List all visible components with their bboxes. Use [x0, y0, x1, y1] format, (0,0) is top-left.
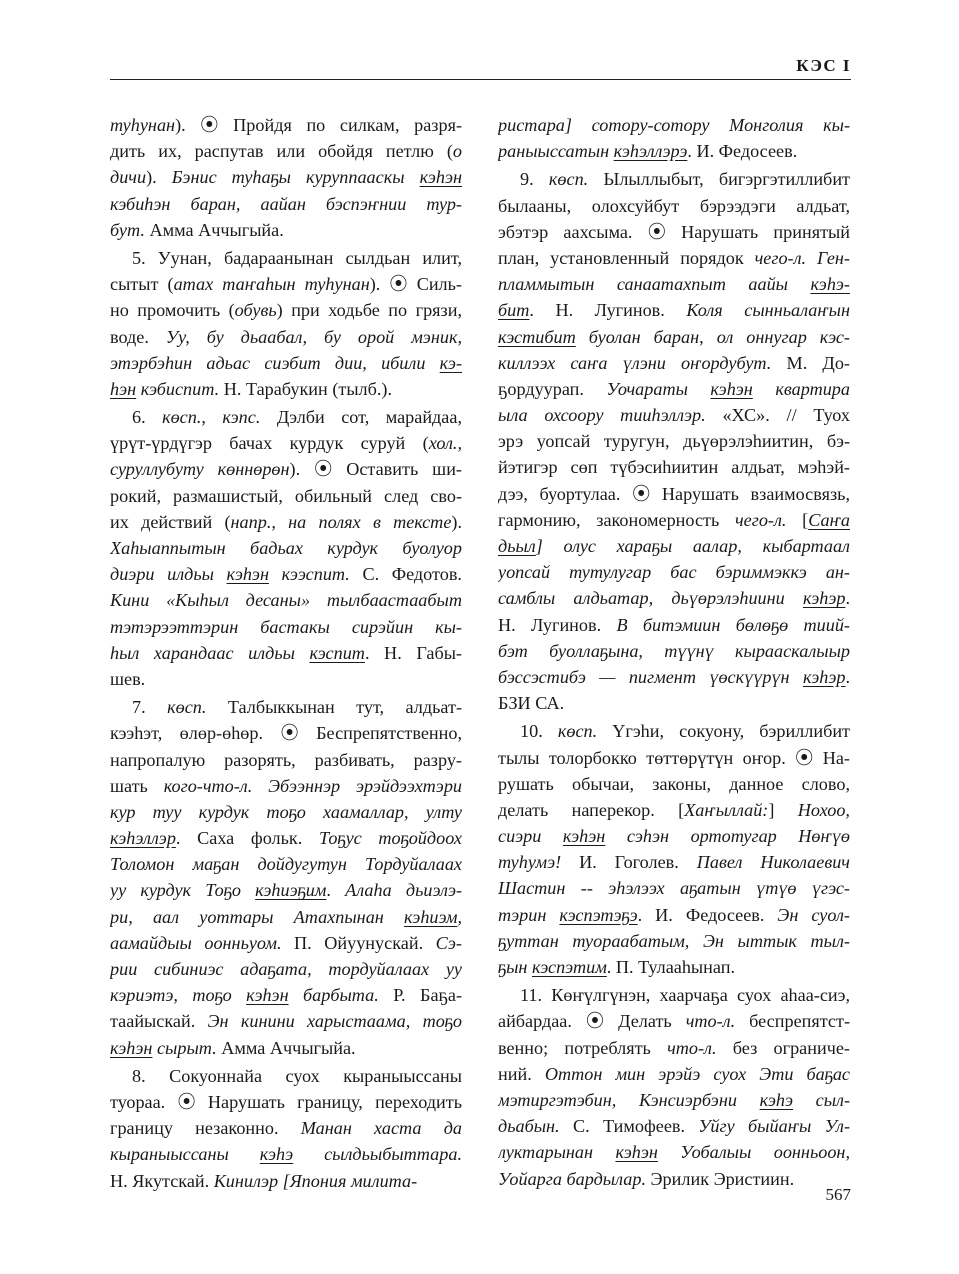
text-segment: бэссэстибэ — пигмент үөскүүрүн: [498, 666, 803, 687]
text-line: [498, 1166, 850, 1192]
text-line: [110, 297, 462, 323]
headword-form: кэhэн: [710, 378, 753, 399]
headword-form: кэhэллэрэ: [613, 141, 688, 162]
text-segment: Кини «Кыhыл десаны» тылбаастаабыт: [110, 590, 462, 611]
text-segment: В битэмиин бөлөҕө тиий-: [616, 614, 850, 635]
headword-form: кэhэн: [110, 1037, 153, 1058]
text-line: [498, 297, 850, 323]
text-line: [498, 690, 850, 716]
text-segment: луктарынан: [498, 1142, 616, 1163]
text-line: [498, 166, 850, 192]
text-segment: самблы алдьатар, дьүөрэлэhиини: [498, 588, 803, 609]
text-line: [110, 535, 462, 561]
text-segment: былааны, олохсуйбут бэрээдэги алдьат,: [498, 195, 850, 216]
text-line: [498, 324, 850, 350]
text-segment: туhунан: [110, 115, 176, 135]
text-segment: үрүт-үрдүгэр бачах курдук суруй (: [110, 433, 429, 454]
text-line: [110, 982, 462, 1008]
text-segment: уопсай тутулугар бас бэриммэккэ ан-: [498, 562, 850, 583]
text-segment: пламмытын санаатахпыт аайы: [498, 274, 811, 295]
text-line: [110, 720, 462, 746]
text-segment: ний.: [498, 1063, 545, 1084]
headword-form: кэhэн: [562, 826, 606, 847]
text-line: [498, 533, 850, 559]
text-segment: дить их, распутав или обойдя петлю (: [110, 141, 453, 162]
text-segment: Н. Якутскай.: [110, 1170, 214, 1191]
text-line: [498, 112, 850, 138]
text-line: [498, 1008, 850, 1034]
text-segment: бут.: [110, 219, 145, 240]
text-segment: сиэри: [498, 826, 563, 847]
text-segment: Оттон мин эрэйэ суох Эти баҕас: [544, 1063, 850, 1084]
text-line: [498, 402, 850, 428]
text-line: [110, 112, 462, 138]
text-segment: эбэтэр аахсыма. ⦿ Нарушать принятый: [498, 221, 850, 242]
text-line: [110, 1168, 462, 1194]
headword-form: Саҥа: [808, 509, 850, 530]
text-segment: сыл-: [792, 1089, 850, 1110]
headword-form: кэспэтим: [531, 957, 607, 977]
text-line: [110, 877, 462, 903]
text-line: [498, 718, 850, 744]
text-segment: Манан хаста да: [300, 1118, 462, 1139]
header-rule: [110, 79, 851, 80]
text-segment: . Саха фольк.: [175, 828, 319, 849]
headword-form: кэhэр: [802, 666, 846, 687]
text-segment: киллээх саҥа үлэни оҥордубут.: [498, 352, 772, 373]
text-segment: [806, 248, 817, 268]
text-segment: туhумэ!: [498, 852, 562, 873]
text-segment: 10.: [520, 721, 558, 742]
text-line: [110, 825, 462, 851]
text-segment: делать наперекор. [: [498, 799, 685, 820]
text-segment: напропалую разорять, разбивать, разру-: [110, 749, 462, 770]
text-line: [498, 245, 850, 271]
text-segment: туораа. ⦿ Нарушать границу, переходить: [110, 1091, 462, 1112]
headword-form: кэспэтэҕэ: [559, 904, 638, 925]
text-segment: напр., на полях в тексте: [230, 511, 452, 532]
text-segment: дичи: [110, 167, 147, 188]
text-segment: Уу, бу дьаабал, бу орой мэник,: [165, 326, 462, 347]
text-line: [498, 585, 850, 611]
text-line: [498, 219, 850, 245]
text-segment: раныыссатын: [498, 141, 614, 162]
text-segment: С. Федотов.: [349, 564, 462, 585]
text-segment: Павел Николаевич: [696, 852, 850, 873]
text-segment: Эн суол-: [777, 904, 850, 925]
text-segment: ,: [457, 906, 462, 927]
text-segment: буолан баран, ол оннугар кэс-: [575, 326, 850, 347]
text-line: [110, 1115, 462, 1141]
text-segment: «ХС». // Туох: [705, 405, 850, 426]
text-segment: ). ⦿ Пройдя по силкам, разря-: [175, 115, 462, 135]
text-segment: Р. Баҕа-: [378, 985, 462, 1006]
text-segment: кыраныыссаны: [110, 1144, 260, 1165]
text-segment: рии сибиниэс адаҕата, тордуйалаах уу: [110, 959, 462, 979]
text-line: [498, 612, 850, 638]
text-line: [110, 324, 462, 350]
text-line: [110, 851, 462, 877]
paragraph: [110, 404, 462, 692]
text-segment: ҕордуурап.: [498, 378, 607, 399]
text-segment: сырыт.: [152, 1037, 217, 1058]
text-line: [110, 1035, 462, 1061]
text-segment: .: [845, 588, 850, 609]
text-line: [498, 638, 850, 664]
text-segment: С. Тимофеев.: [559, 1116, 699, 1137]
text-line: [498, 1061, 850, 1087]
text-segment: сытыт (: [110, 274, 174, 295]
text-segment: ). ⦿ Силь-: [369, 274, 462, 295]
text-segment: айбардаа. ⦿ Делать: [498, 1011, 686, 1032]
text-line: [498, 982, 850, 1008]
text-line: [110, 561, 462, 587]
text-segment: Бэнис туhаҕы куруппааскы: [171, 167, 420, 188]
text-segment: ристара] сотору-сотору Монголия кы-: [498, 115, 850, 135]
text-segment: Амма Аччыгыйа.: [216, 1037, 356, 1058]
text-segment: Коля сынньалаҥын: [686, 300, 850, 321]
text-segment: Алаhа дьиэлэ-: [345, 880, 462, 901]
text-segment: 5. Уунан, бадараанынан сылдьан илит,: [132, 247, 462, 268]
text-line: [498, 1087, 850, 1113]
text-segment: ыла охсоору тииhэллэр.: [498, 405, 706, 426]
left-column: [110, 112, 462, 1196]
text-segment: их действий (: [110, 511, 231, 532]
text-segment: границу незаконно.: [110, 1118, 301, 1139]
paragraph: [498, 982, 850, 1192]
text-segment: Амма Аччыгыйа.: [144, 219, 284, 240]
text-line: [110, 245, 462, 271]
text-segment: Эрилик Эристиин.: [646, 1168, 795, 1189]
headword-form: кэстибит: [498, 326, 576, 347]
text-segment: Уобалыы оонньоон,: [657, 1142, 850, 1163]
text-segment: Уйгу быйаҥы Ул-: [698, 1116, 850, 1137]
text-segment: эрэ уопсай туругун, дьүөрэлэhиитин, бэ-: [498, 431, 850, 452]
text-line: [110, 1008, 462, 1034]
text-segment: ҕуттан туораабатым, Эн ыттык тыл-: [498, 930, 850, 951]
text-segment: кур туу курдук тоҕо хаамаллар, улту: [110, 801, 462, 822]
text-line: [498, 376, 850, 402]
text-segment: чего-л.: [734, 509, 787, 530]
text-segment: 9.: [520, 169, 549, 190]
text-segment: Хаҥыллай:: [684, 799, 769, 820]
text-segment: ]: [768, 799, 798, 820]
text-segment: венно; потреблять: [498, 1037, 668, 1058]
text-line: [110, 747, 462, 773]
text-line: [498, 1139, 850, 1165]
text-segment: Ген-: [817, 247, 850, 268]
text-segment: 8. Сокуоннайа суох кыраныыссаны: [132, 1065, 462, 1086]
text-segment: обувь: [234, 300, 277, 321]
text-segment: барбыта.: [288, 985, 379, 1006]
paragraph: [498, 166, 850, 716]
text-line: [498, 745, 850, 771]
text-segment: 7.: [132, 697, 168, 718]
text-segment: рокий, размашистый, обильный след сво-: [110, 485, 462, 506]
text-segment: 6.: [132, 407, 163, 428]
text-segment: М. До-: [771, 352, 850, 373]
text-line: [110, 666, 462, 692]
right-column: [498, 112, 850, 1194]
text-line: [498, 454, 850, 480]
text-line: [498, 875, 850, 901]
text-segment: тылы толорбокко төттөрүтүн оҥор. ⦿ На-: [498, 747, 850, 768]
text-segment: Нохоо,: [797, 799, 850, 820]
text-segment: көсп.: [548, 169, 589, 190]
text-line: [110, 1141, 462, 1167]
text-segment: ) при ходьбе по грязи,: [276, 300, 462, 321]
text-segment: шев.: [110, 668, 146, 689]
text-line: [110, 456, 462, 482]
text-segment: ри, аал уоттары Атахпынан: [110, 906, 405, 927]
text-segment: дьабын.: [498, 1116, 560, 1137]
text-line: [110, 376, 462, 402]
headword-form: кэhэн: [246, 985, 289, 1006]
text-segment: Эбээннэр эрэйдээхтэри: [268, 775, 462, 796]
paragraph: [110, 112, 462, 243]
text-line: [498, 954, 850, 980]
text-segment: кэриэтэ, тоҕо: [110, 985, 247, 1006]
text-line: [110, 614, 462, 640]
text-segment: Тоҕус тоҕойдоох: [318, 828, 462, 849]
headword-form: кэhэ: [259, 1144, 294, 1165]
text-line: [110, 404, 462, 430]
text-segment: Н. Тарабукин (тылб.).: [219, 378, 393, 399]
text-segment: тэтэрээттэрин бастакы сирэйин кы-: [110, 616, 462, 637]
text-segment: чего-л.: [754, 247, 807, 268]
text-segment: hыл харандаас илдьы: [110, 642, 310, 663]
text-segment: .: [326, 880, 346, 901]
text-segment: кэбиhэн баран, аайан бэспэҥнии тур-: [110, 193, 462, 214]
text-segment: Уочараты: [606, 378, 711, 399]
text-segment: 11. Көҥүлгүнэн, хаарчаҕа суох аhаа-сиэ,: [520, 985, 850, 1006]
text-line: [498, 481, 850, 507]
text-line: [498, 797, 850, 823]
text-segment: ).: [146, 167, 172, 188]
text-segment: кого-что-л.: [163, 775, 253, 796]
text-segment: тэрин: [498, 904, 560, 925]
headword-form: кэhэ: [759, 1089, 793, 1110]
text-segment: аамайдыы оонньуом.: [110, 932, 282, 953]
text-line: [110, 694, 462, 720]
text-segment: ,: [201, 407, 223, 428]
paragraph: [498, 112, 850, 164]
text-segment: көсп.: [557, 721, 598, 742]
text-segment: атах таҥаhын туhунан: [173, 274, 370, 295]
headword-form: дьыл: [498, 536, 536, 556]
headword-form: кэhиэм: [404, 906, 458, 927]
text-line: [498, 771, 850, 797]
text-segment: [252, 776, 268, 796]
headword-form: кэhэн: [419, 167, 462, 188]
headword-form: кэhэр: [802, 588, 846, 609]
text-line: [110, 164, 462, 190]
headword-form: кэhэллэр: [110, 828, 176, 849]
text-segment: Уойарга бардылар.: [498, 1168, 646, 1189]
text-line: [498, 193, 850, 219]
text-segment: что-л.: [667, 1037, 717, 1058]
text-segment: Сэ-: [435, 932, 462, 953]
text-line: [110, 904, 462, 930]
running-header: [110, 56, 851, 78]
text-segment: Эн кинини харыстаама, тоҕо: [207, 1011, 462, 1032]
text-segment: мэтиргэтэбин, Кэнсиэрбэни: [498, 1089, 760, 1110]
text-segment: . П. Тулааhынап.: [606, 957, 735, 977]
text-line: [110, 509, 462, 535]
headword-form: бит: [498, 300, 530, 321]
text-segment: рушать обычаи, законы, данное слово,: [498, 773, 850, 794]
text-segment: план, установленный порядок: [498, 247, 755, 268]
text-line: [498, 849, 850, 875]
text-line: [110, 483, 462, 509]
text-segment: Ылыллыбыт, бигэргэтиллибит: [588, 169, 850, 190]
text-segment: И. Гоголев.: [561, 852, 697, 873]
text-line: [498, 823, 850, 849]
text-segment: көсп.: [167, 697, 207, 718]
text-segment: сэhэн ортотугар Нөҥүө: [605, 826, 850, 847]
headword-form: кэhэ-: [810, 274, 850, 295]
text-segment: ).: [451, 511, 462, 532]
text-segment: ). ⦿ Оставить ши-: [289, 459, 462, 480]
text-line: [498, 350, 850, 376]
text-segment: . И. Федосеев.: [637, 904, 778, 925]
paragraph: [110, 1063, 462, 1194]
text-line: [110, 350, 462, 376]
headword-form: кэhиэҕим: [255, 880, 327, 901]
text-segment: что-л.: [685, 1011, 736, 1032]
paragraph: [110, 694, 462, 1061]
text-segment: кэбиспит.: [136, 378, 220, 399]
text-segment: Талбыккынан тут, алдьат-: [206, 697, 462, 718]
text-line: [110, 138, 462, 164]
paragraph: [498, 718, 850, 980]
text-line: [498, 664, 850, 690]
text-segment: . И. Федосеев.: [687, 141, 798, 162]
text-line: [110, 430, 462, 456]
text-segment: Н. Лугинов.: [498, 614, 617, 635]
headword-form: кэhэн: [226, 564, 269, 585]
text-line: [110, 271, 462, 297]
text-line: [498, 1113, 850, 1139]
text-line: [498, 928, 850, 954]
text-line: [110, 930, 462, 956]
text-segment: кээhэт, өлөр-өhөр. ⦿ Беспрепятственно,: [110, 723, 462, 744]
text-line: [498, 271, 850, 297]
text-line: [110, 191, 462, 217]
text-segment: ] олус хараҕы аалар, кыбартаал: [535, 536, 850, 556]
text-segment: суруллубуту көннөрөн: [110, 459, 290, 480]
text-line: [498, 428, 850, 454]
text-segment: шать: [110, 775, 164, 796]
text-line: [498, 902, 850, 928]
text-segment: уу курдук Тоҕо: [110, 880, 256, 901]
text-line: [110, 773, 462, 799]
text-segment: Кинилэр [Япония милита-: [213, 1170, 418, 1191]
text-segment: беспрепятст-: [735, 1011, 850, 1032]
text-line: [110, 1063, 462, 1089]
text-segment: .: [845, 666, 850, 687]
text-line: [498, 507, 850, 533]
text-segment: хол.,: [428, 433, 462, 454]
text-segment: Толомон маҕан дойдугутун Тордуйалаах: [110, 854, 462, 875]
text-segment: Үгэhи, сокуону, бэриллибит: [597, 721, 850, 742]
text-segment: . Н. Габы-: [364, 642, 462, 663]
text-segment: но промочить (: [110, 300, 235, 321]
text-segment: ҕын: [498, 957, 532, 977]
text-line: [110, 956, 462, 982]
text-line: [110, 587, 462, 613]
text-segment: . Н. Лугинов.: [529, 300, 687, 321]
text-segment: БЗИ СА.: [498, 693, 565, 714]
text-segment: көсп.: [162, 407, 202, 428]
headword-form: кэ-: [439, 352, 462, 373]
text-line: [110, 799, 462, 825]
text-segment: о: [452, 141, 462, 162]
headword-form: кэспит: [309, 642, 365, 663]
page-number: 567: [825, 1185, 851, 1204]
text-segment: Дэлби сот, марайдаа,: [260, 407, 462, 428]
text-segment: П. Ойуунускай.: [281, 932, 436, 953]
text-segment: диэри илдьы: [110, 564, 227, 585]
text-line: [498, 559, 850, 585]
text-segment: йэтигэр сөп түбэсиhиитин алдьат, мэhэй-: [498, 457, 850, 478]
text-line: [110, 1089, 462, 1115]
text-line: [110, 640, 462, 666]
text-segment: бэт буоллаҕына, түүнү кырааскалыыр: [498, 640, 850, 661]
text-line: [498, 138, 850, 164]
text-segment: таайыскай.: [110, 1011, 208, 1032]
text-segment: квартира: [752, 378, 850, 399]
text-segment: гармонию, закономерность: [498, 509, 735, 530]
headword-form: кэhэн: [615, 1142, 658, 1163]
text-line: [110, 217, 462, 243]
paragraph: [110, 245, 462, 402]
text-segment: воде.: [110, 326, 166, 347]
text-segment: сылдьыбыттара.: [293, 1144, 462, 1165]
text-segment: кэпс.: [222, 407, 261, 428]
text-segment: Хаhыаппытын бадьах курдук буолуор: [110, 538, 462, 558]
text-line: [498, 1035, 850, 1061]
text-segment: этэрбэhин адьас сиэбит дии, ибили: [110, 352, 440, 373]
text-segment: без ограниче-: [716, 1037, 850, 1058]
headword-form: hэн: [110, 378, 137, 399]
text-segment: [: [786, 509, 809, 530]
text-segment: дээ, буортулаа. ⦿ Нарушать взаимосвязь,: [498, 483, 850, 504]
header-title: КЭС I: [796, 56, 851, 75]
text-segment: кээспит.: [268, 564, 350, 585]
text-segment: Шастин -- эhэлээх аҕатын үтүө үгэс-: [498, 878, 850, 899]
